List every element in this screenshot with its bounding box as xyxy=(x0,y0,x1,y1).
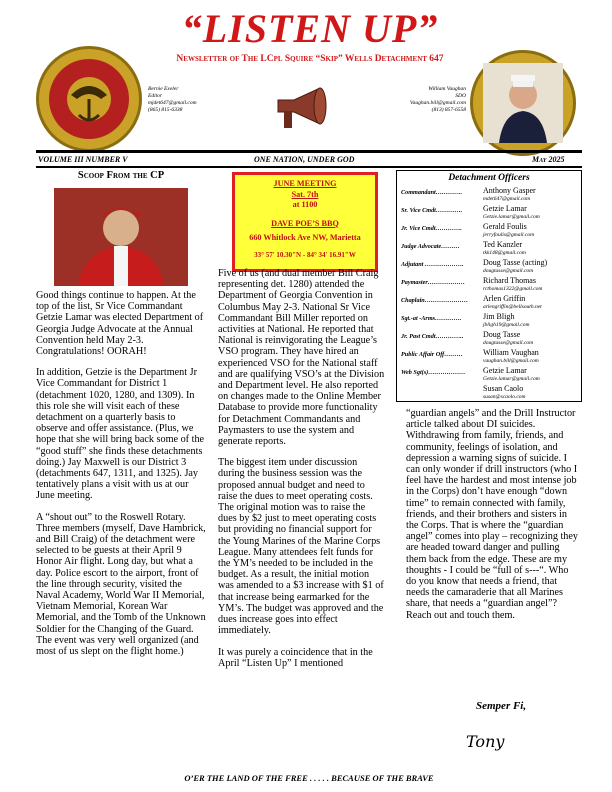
officer-email[interactable]: tkk148@gmail.com xyxy=(483,250,526,256)
officer-name: William Vaughan xyxy=(483,348,539,357)
officer-name: Anthony Gasper xyxy=(483,186,536,195)
col1-paragraph-3: A “shout out” to the Roswell Rotary. Three members (myself, Dave Hambrick, and Bill Craig) of the detachment were selected to be guests at their April 9 Honor Air flight. Long day, but what a day. Police escort to the airport, front of the line through security, visited the Naval Academy, World War II Memorial, Vietnam Memorial, Korean War Memorial, and the Tomb of the Unknown Soldier for the Changing of the Guard. The event was very well organized (and most of us slept on the flight home.) xyxy=(36,511,206,658)
officers-title: Detachment Officers xyxy=(448,173,530,183)
officer-email[interactable]: mdet647@gmail.com xyxy=(483,196,531,202)
officer-role: Sgt.-at -Arms…………. xyxy=(401,315,462,322)
newsletter-title: “LISTEN UP” xyxy=(181,6,439,51)
officer-name: Arlen Griffin xyxy=(483,294,526,303)
marine-corps-league-seal xyxy=(36,46,142,152)
officer-name: Jim Bligh xyxy=(483,312,515,321)
sdo-phone: (813) 857-6558 xyxy=(431,107,466,113)
officer-name: Ted Kanzler xyxy=(483,240,523,249)
officer-email[interactable]: jbligh19@gmail.com xyxy=(483,322,530,328)
sdo-email[interactable]: Vaughan.bill@gmail.com xyxy=(409,100,466,106)
officer-email[interactable]: jerryfoulis@gmail.com xyxy=(483,232,535,238)
officer-email[interactable]: susan@scaolo.com xyxy=(483,394,526,400)
commandant-photo xyxy=(54,188,188,286)
editor-contact xyxy=(148,86,238,114)
eagle-globe-anchor-icon xyxy=(49,59,129,139)
officer-role: Commandant…………. xyxy=(401,189,463,196)
meeting-notice xyxy=(232,172,378,272)
megaphone-icon xyxy=(270,86,334,134)
meeting-place: DAVE POE’S BBQ xyxy=(271,218,339,228)
officer-name: Gerald Foulis xyxy=(483,222,527,231)
detachment-officers-box xyxy=(396,170,582,402)
meeting-address: 660 Whitlock Ave NW, Marietta xyxy=(249,233,361,242)
officer-email[interactable]: dougtasse@gmail.com xyxy=(483,340,534,346)
editor-role: Editor xyxy=(148,93,163,99)
officer-role: Adjutant ………………. xyxy=(401,261,464,268)
marine-portrait-icon xyxy=(483,63,563,143)
col1-paragraph-2: In addition, Getzie is the Department Jr Vice Commandant for District 1 (detachment 1020, 1280, and 1309). In this role she will visit each of these detachment on a quarterly basis to observe and offer assistance. (Plus, we hope that she will bring back some of the “good stuff” she finds these detachments doing.) Jay Maxwell is our District 3 (detachments 647, 1311, and 1325). Jay tentatively plans a visit with us at our June meeting. xyxy=(36,367,205,502)
officer-name: Getzie Lamar xyxy=(483,366,527,375)
column-2 xyxy=(218,268,386,679)
officer-name: Doug Tasse xyxy=(483,330,521,339)
editor-phone: (865) 815-6338 xyxy=(148,107,183,113)
detachment-647-seal xyxy=(470,50,576,156)
officer-role: Paymaster……………… xyxy=(401,279,465,286)
sdo-name: William Vaughan xyxy=(428,86,466,92)
signature: Tony xyxy=(466,732,505,751)
officer-name: Susan Caolo xyxy=(483,384,524,393)
officer-email[interactable]: vaughan.bill@gmail.com xyxy=(483,358,539,364)
column-1 xyxy=(36,290,206,667)
signoff: Semper Fi, xyxy=(476,700,527,712)
officer-role: Chaplain………………… xyxy=(401,297,469,304)
col3-paragraph-1: “guardian angels” and the Drill Instructor article talked about DI suicides. Withdrawing from family, friends, and community, feelings of isolation, and depression a warning signs of suicide. I can only wonder if drill instructors (who I feel have the hardest and most intense job in the Corps) don’t have enough “down time” to remain connected with family, friends, and their brothers and sisters in the Corps. That is where the “guardian angel” comes into play – recognizing they are headed toward danger and pulling them back from the edge. These are my thoughts - I could be “full of s---“. Who do you know that needs a friend, that needs the camaraderie that all Marines share, that needs a “guardian angel”? Reach out and touch them. xyxy=(406,408,578,621)
officer-role: Jr. Vice Cmdt…………. xyxy=(401,225,462,232)
scoop-heading: Scoop From the CP xyxy=(77,170,165,181)
sdo-contact xyxy=(376,86,466,114)
sdo-role: SDO xyxy=(455,93,466,99)
editor-name: Bernie Exeler xyxy=(148,86,179,92)
col2-paragraph-2: The biggest item under discussion during the business session was the proposed annual budget and need to raise the dues to meet operating costs. The original motion was to raise the dues by $2 just to meet operating costs but providing no financial support for the Young Marines of the Marine Corps League. Many attendees felt funds for the YM’s needed to be included in the budget. As a result, the initial motion was amended to a $3 increase with $1 of that increase being earmarked for the YM’s. The budget was approved and the dues increase goes into effect immediately. xyxy=(218,457,384,637)
header-rule-bottom xyxy=(36,166,582,168)
volume-number: VOLUME III NUMBER V xyxy=(38,155,128,164)
issue-date: May 2025 xyxy=(532,155,565,164)
column-3 xyxy=(406,408,578,631)
motto: ONE NATION, UNDER GOD xyxy=(254,155,355,164)
officer-role: Public Affair Off……… xyxy=(401,351,463,358)
col2-paragraph-1: Five of us (and dual member Bill Craig representing det. 1280) attended the Department of Georgia Convention in Columbus May 2-3. National Sr Vice Commandant Bill Miller reported on activities at National. He reported that National is reinvigorating the League’s VSO program. They have hired an experienced VSO for the National staff and are qualifying VSO’s at the Division and Department level. He also reported on changes made to the Online Member Database to provide more functionality for Detachment Commandants and Paymasters to use the system and generate reports. xyxy=(218,268,385,448)
meeting-line-2: Sat. 7th xyxy=(291,189,319,199)
officer-email[interactable]: arlengriffin@bellsouth.net xyxy=(483,304,542,310)
officer-role: Judge Advocate……… xyxy=(401,243,460,250)
officer-name: Getzie Lamar xyxy=(483,204,527,213)
officer-name: Richard Thomas xyxy=(483,276,536,285)
header-rule-top xyxy=(36,150,582,153)
col1-paragraph-1: Good things continue to happen. At the top of the list, Sr Vice Commandant Getzie Lamar was elected Department of Georgia Judge Advocate at the Annual Convention held May 2-3. Congratulations! OORAH! xyxy=(36,290,204,358)
officer-email[interactable]: rcthomas1322@gmail.com xyxy=(483,286,543,292)
officer-role: Jr. Past Cmdt………….. xyxy=(401,333,464,340)
officer-email[interactable]: dougtasse@gmail.com xyxy=(483,268,534,274)
col2-paragraph-3: It was purely a coincidence that in the April “Listen Up” I mentioned xyxy=(218,646,373,669)
meeting-coords: 33° 57' 10.30"N - 84° 34' 16.91"W xyxy=(254,250,356,259)
officer-role: Web Sgt(s)……………… xyxy=(401,369,466,376)
meeting-line-3: at 1100 xyxy=(292,200,318,209)
officer-email[interactable]: Getzie.lamar@gmail.com xyxy=(483,376,540,382)
footer-motto: O’ER THE LAND OF THE FREE . . . . . BECAUSE OF THE BRAVE xyxy=(184,773,434,783)
editor-email[interactable]: mjdet647@gmail.com xyxy=(148,100,197,106)
issue-bar xyxy=(36,154,582,166)
officer-role: Sr. Vice Cmdt…………. xyxy=(401,207,463,214)
meeting-line-1: JUNE MEETING xyxy=(273,179,337,188)
officer-email[interactable]: Getzie.lamar@gmail.com xyxy=(483,214,540,220)
officer-name: Doug Tasse (acting) xyxy=(483,258,548,267)
newsletter-subtitle: Newsletter of The LCpl Squire “Skip” Wells Detachment 647 xyxy=(176,54,444,64)
